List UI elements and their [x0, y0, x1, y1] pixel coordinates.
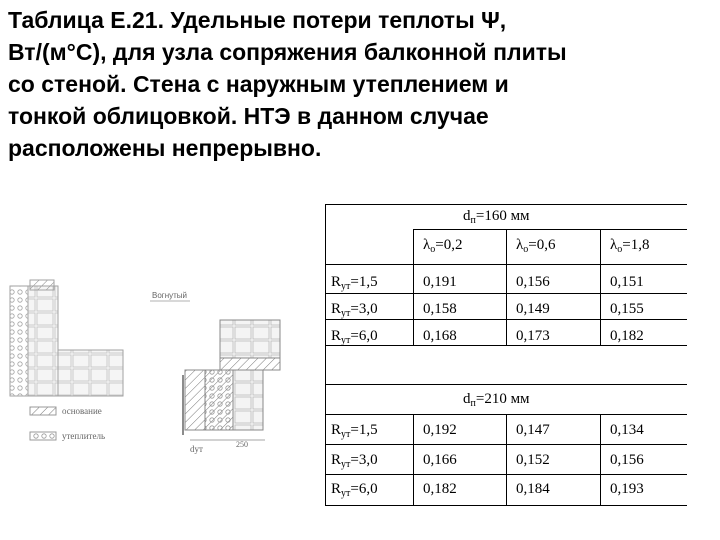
header-suffix: =160 мм — [475, 208, 530, 224]
header-sub: п — [470, 398, 476, 409]
dim-size-label: 250 — [236, 440, 248, 449]
block-header-160 — [463, 208, 530, 226]
table-cell: 0,184 — [516, 481, 550, 497]
row-label: $R_{ут}=1,5$ — [331, 274, 378, 292]
table-cell: 0,156 — [516, 274, 550, 290]
table-cell: 0,193 — [610, 481, 644, 497]
title-line: Таблица Е.21. Удельные потери теплоты Ψ, — [8, 7, 507, 33]
lambda-header: $\lambda_о=0,2$ — [423, 237, 463, 255]
divider — [413, 229, 687, 230]
table-cell: 0,152 — [516, 452, 550, 468]
row-label: $R_{ут}=3,0$ — [331, 452, 378, 470]
table-cell: 0,149 — [516, 301, 550, 317]
table-cell: 0,134 — [610, 422, 644, 438]
table-title — [8, 4, 712, 164]
legend-label-insulation: утеплитель — [62, 431, 106, 441]
row-label: $R_{ут}=6,0$ — [331, 328, 378, 346]
table-cell: 0,151 — [610, 274, 644, 290]
divider — [506, 414, 507, 506]
drawing-legend — [30, 406, 105, 441]
title-line: Вт/(м°С), для узла сопряжения балконной плиты — [8, 39, 567, 65]
divider — [413, 229, 414, 345]
hatch-diagonal-icon — [30, 407, 56, 415]
divider — [325, 384, 687, 385]
row-label: $R_{ут}=6,0$ — [331, 481, 378, 499]
header-prefix: d — [463, 391, 471, 407]
table-cell: 0,182 — [423, 481, 457, 497]
header-prefix: d — [463, 208, 471, 224]
divider — [325, 293, 687, 294]
dim-insulation-label: dут — [190, 444, 203, 454]
table-cell: 0,191 — [423, 274, 457, 290]
divider — [600, 414, 601, 506]
legend-label-base: основание — [62, 406, 102, 416]
header-suffix: =210 мм — [475, 391, 530, 407]
title-line: со стеной. Стена с наружным утеплением и — [8, 71, 509, 97]
divider — [325, 319, 687, 320]
divider — [600, 229, 601, 345]
table-cell: 0,192 — [423, 422, 457, 438]
title-line: тонкой облицовкой. НТЭ в данном случае — [8, 103, 489, 129]
junction-drawing — [0, 200, 325, 470]
table-cell: 0,173 — [516, 328, 550, 344]
row-label: $R_{ут}=3,0$ — [331, 301, 378, 319]
header-sub: п — [470, 215, 476, 226]
lambda-header: $\lambda_о=0,6$ — [516, 237, 556, 255]
heat-loss-table — [325, 204, 687, 506]
lambda-header: $\lambda_о=1,8$ — [610, 237, 650, 255]
title-line: расположены непрерывно. — [8, 135, 322, 161]
left-sketch — [10, 280, 123, 396]
table-cell: 0,168 — [423, 328, 457, 344]
divider — [413, 414, 414, 506]
table-cell: 0,147 — [516, 422, 550, 438]
insulation-pattern-icon — [30, 432, 56, 440]
section-drawing — [150, 291, 280, 454]
divider — [506, 229, 507, 345]
divider — [325, 345, 687, 346]
divider — [325, 474, 687, 475]
section-label: Вогнутый — [152, 291, 188, 300]
row-label: $R_{ут}=1,5$ — [331, 422, 378, 440]
block-header-210 — [463, 391, 530, 409]
table-cell: 0,155 — [610, 301, 644, 317]
table-cell: 0,158 — [423, 301, 457, 317]
divider — [325, 264, 687, 265]
divider — [325, 444, 687, 445]
table-cell: 0,166 — [423, 452, 457, 468]
table-cell: 0,182 — [610, 328, 644, 344]
table-cell: 0,156 — [610, 452, 644, 468]
